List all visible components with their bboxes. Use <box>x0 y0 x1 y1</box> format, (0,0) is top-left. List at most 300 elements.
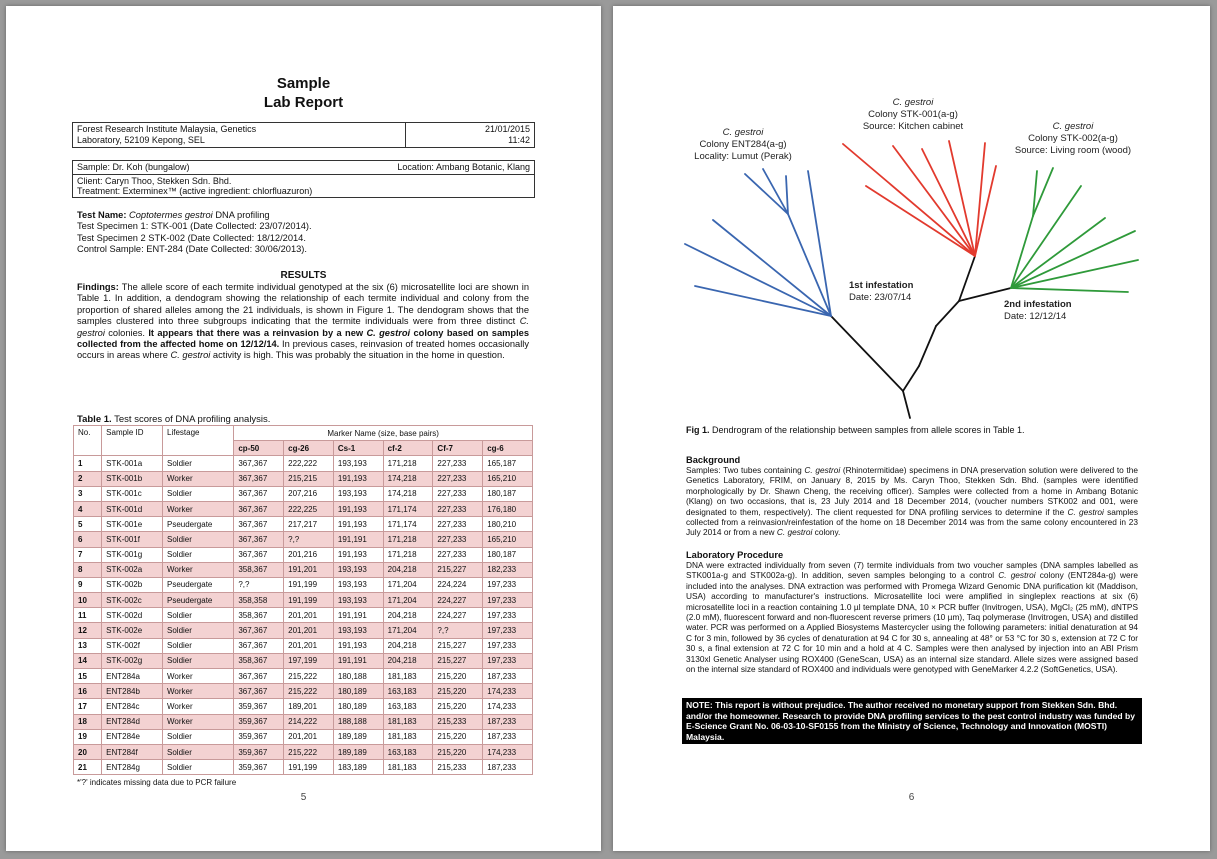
allele-score: 197,233 <box>483 608 533 623</box>
report-date: 21/01/2015 <box>484 124 530 134</box>
label-stk002 <box>993 121 1153 157</box>
allele-score: 193,193 <box>333 623 383 638</box>
bg-text: samples collected from a reinvasion/reinfestation of the home on 18 December 2014 was from the same colony encountered in 23 July 2014 or from a new <box>686 506 1138 538</box>
allele-score: 367,367 <box>234 684 284 699</box>
allele-score: 181,183 <box>383 729 433 744</box>
dna-profiling-table <box>73 425 533 775</box>
table-row <box>74 577 533 592</box>
allele-score: 367,367 <box>234 669 284 684</box>
sample-id: STK-001d <box>102 501 163 516</box>
background-section <box>686 455 1138 538</box>
sample-id: STK-002g <box>102 653 163 668</box>
table-row <box>74 653 533 668</box>
sample-id: ENT284d <box>102 714 163 729</box>
allele-score: ?,? <box>284 532 334 547</box>
allele-score: 174,233 <box>483 684 533 699</box>
sample-id: STK-002b <box>102 577 163 592</box>
branch-stk001 <box>959 256 975 301</box>
row-number: 18 <box>74 714 102 729</box>
allele-score: 171,204 <box>383 577 433 592</box>
sample-id: ENT284e <box>102 729 163 744</box>
allele-score: 207,216 <box>284 486 334 501</box>
allele-score: 197,233 <box>483 653 533 668</box>
row-number: 7 <box>74 547 102 562</box>
col-header-lifestage: Lifestage <box>163 426 234 456</box>
title-line-1: Sample <box>276 75 331 92</box>
results-heading: RESULTS <box>280 270 327 281</box>
table-row <box>74 501 533 516</box>
table-row <box>74 623 533 638</box>
row-number: 16 <box>74 684 102 699</box>
allele-score: 215,220 <box>433 669 483 684</box>
allele-score: 224,227 <box>433 608 483 623</box>
allele-score: 367,367 <box>234 517 284 532</box>
bg-species: C. gestroi <box>776 527 813 538</box>
allele-score: 187,233 <box>483 760 533 775</box>
allele-score: 197,199 <box>284 653 334 668</box>
procedure-paragraph <box>686 560 1138 674</box>
leaf-stk001 <box>843 144 975 256</box>
allele-score: 201,201 <box>284 623 334 638</box>
allele-score: 358,367 <box>234 653 284 668</box>
s1-species: C. gestroi <box>892 97 934 108</box>
table-row <box>74 593 533 608</box>
figure-caption <box>686 425 1025 435</box>
sample-id: STK-002f <box>102 638 163 653</box>
allele-score: 191,193 <box>333 471 383 486</box>
allele-score: 197,233 <box>483 593 533 608</box>
allele-score: 197,233 <box>483 623 533 638</box>
findings-highlight: It appears that there was a reinvasion by a new <box>148 327 367 338</box>
allele-score: 180,188 <box>333 669 383 684</box>
row-number: 3 <box>74 486 102 501</box>
page-number: 5 <box>300 792 307 803</box>
allele-score: 188,188 <box>333 714 383 729</box>
allele-score: 215,227 <box>433 562 483 577</box>
institute-box <box>72 122 535 148</box>
allele-score: 367,367 <box>234 623 284 638</box>
allele-score: 224,227 <box>433 593 483 608</box>
row-number: 13 <box>74 638 102 653</box>
allele-score: 181,183 <box>383 760 433 775</box>
s2-species: C. gestroi <box>1052 121 1094 132</box>
allele-score: 181,183 <box>383 714 433 729</box>
allele-score: 197,233 <box>483 638 533 653</box>
allele-score: 174,233 <box>483 699 533 714</box>
lifestage: Soldier <box>163 486 234 501</box>
allele-score: 191,191 <box>333 608 383 623</box>
control-sample: Control Sample: ENT-284 (Date Collected: 30/06/2013). <box>77 244 307 255</box>
allele-score: 191,193 <box>333 517 383 532</box>
allele-score: 204,218 <box>383 653 433 668</box>
allele-score: 193,193 <box>333 577 383 592</box>
table-caption-label: Table 1. <box>77 414 112 425</box>
test-name-rest: DNA profiling <box>212 210 270 220</box>
marker-header: cp-50 <box>234 441 284 456</box>
allele-score: 215,215 <box>284 471 334 486</box>
lifestage: Worker <box>163 684 234 699</box>
leaf-stk002 <box>1011 216 1033 288</box>
dendrogram-figure <box>613 6 1210 426</box>
table-row <box>74 471 533 486</box>
allele-score: 215,227 <box>433 653 483 668</box>
allele-score: 180,210 <box>483 517 533 532</box>
findings-species: C. gestroi <box>170 350 211 361</box>
allele-score: 171,218 <box>383 532 433 547</box>
leaf-ent284 <box>788 214 831 316</box>
allele-score: 180,187 <box>483 486 533 501</box>
treatment: Treatment: Exterminex™ (active ingredient: chlorfluazuron) <box>77 186 313 196</box>
note-label: NOTE: <box>686 700 713 710</box>
allele-score: 227,233 <box>433 532 483 547</box>
allele-score: 183,189 <box>333 760 383 775</box>
sample-location: Location: Ambang Botanic, Klang <box>286 161 535 175</box>
row-number: 8 <box>74 562 102 577</box>
allele-score: 191,191 <box>333 532 383 547</box>
table-row <box>74 729 533 744</box>
ent-species: C. gestroi <box>722 127 764 138</box>
allele-score: 191,193 <box>333 638 383 653</box>
allele-score: 215,233 <box>433 760 483 775</box>
branch-root <box>903 391 910 418</box>
allele-score: 214,222 <box>284 714 334 729</box>
table-caption-text: Test scores of DNA profiling analysis. <box>111 414 271 425</box>
allele-score: 191,201 <box>284 562 334 577</box>
allele-score: 227,233 <box>433 486 483 501</box>
allele-score: 367,367 <box>234 532 284 547</box>
procedure-section <box>686 550 1138 674</box>
specimen-2: Test Specimen 2 STK-002 (Date Collected: 18/12/2014. <box>77 232 306 243</box>
allele-score: 222,225 <box>284 501 334 516</box>
table-body <box>74 456 533 775</box>
allele-score: 174,218 <box>383 471 433 486</box>
row-number: 2 <box>74 471 102 486</box>
leaf-ent284 <box>685 244 831 316</box>
allele-score: 217,217 <box>284 517 334 532</box>
sample-id: ENT284f <box>102 744 163 759</box>
allele-score: 171,204 <box>383 623 433 638</box>
allele-score: 358,358 <box>234 593 284 608</box>
figure-caption-text: Dendrogram of the relationship between samples from allele scores in Table 1. <box>709 425 1025 435</box>
allele-score: 187,233 <box>483 729 533 744</box>
table-row <box>74 760 533 775</box>
page-6 <box>613 6 1210 851</box>
row-number: 9 <box>74 577 102 592</box>
inf1-title: 1st infestation <box>849 280 914 291</box>
sample-id: STK-002a <box>102 562 163 577</box>
leaf-ent284 <box>713 220 831 316</box>
allele-score: 227,233 <box>433 501 483 516</box>
allele-score: 204,218 <box>383 608 433 623</box>
allele-score: 165,187 <box>483 456 533 471</box>
allele-score: 215,227 <box>433 638 483 653</box>
findings-text: The allele score of each termite individual genotyped at the six (6) microsatellite loci are shown in Table 1. In addition, a dendogram showing the relationship of each termite individual and colony from the proportion of shared alleles among the 21 individuals, is shown in Figure 1. The dendogram shows that the samples clustered into three subgroups indicating that the termite individuals were from three distinct <box>77 282 529 327</box>
row-number: 12 <box>74 623 102 638</box>
allele-score: 193,193 <box>333 486 383 501</box>
allele-score: 367,367 <box>234 486 284 501</box>
allele-score: 201,201 <box>284 638 334 653</box>
bg-text: colony. <box>812 527 841 538</box>
branch-stk-split <box>936 301 959 326</box>
proc-text: DNA were extracted individually from seven (7) termite individuals from two voucher samples (DNA samples labelled as STK001a-g and STK002a-g). In addition, seven samples belonging to a control <box>686 560 1138 581</box>
allele-score: 367,367 <box>234 456 284 471</box>
s1-source: Source: Kitchen cabinet <box>862 121 964 132</box>
allele-score: 165,210 <box>483 471 533 486</box>
allele-score: 180,189 <box>333 699 383 714</box>
procedure-heading: Laboratory Procedure <box>686 550 784 560</box>
lifestage: Soldier <box>163 608 234 623</box>
allele-score: 215,222 <box>284 744 334 759</box>
note-text: This report is without prejudice. The author received no monetary support from Stekken Sdn. Bhd. and/or the homeowner. Research to provide DNA profiling services to the pest control industry was funded by E-Science Grant No. 06-03-10-SF0155 from the Ministry of Science, Technology and Innovation (MOSTI) Malaysia. <box>686 700 1136 742</box>
allele-score: 224,224 <box>433 577 483 592</box>
findings-text: In previous cases, reinvasion of treated homes occasionally occurs in areas where <box>77 339 529 361</box>
allele-score: 367,367 <box>234 501 284 516</box>
col-header-no: No. <box>74 426 102 456</box>
allele-score: 182,233 <box>483 562 533 577</box>
allele-score: 367,367 <box>234 547 284 562</box>
allele-score: 193,193 <box>333 456 383 471</box>
allele-score: 201,216 <box>284 547 334 562</box>
leaf-ent284 <box>695 286 831 316</box>
institute-line-1: Forest Research Institute Malaysia, Genetics <box>77 124 257 134</box>
allele-score: 359,367 <box>234 744 284 759</box>
row-number: 21 <box>74 760 102 775</box>
lifestage: Soldier <box>163 547 234 562</box>
leaf-ent284 <box>763 169 788 214</box>
sample-owner: Sample: Dr. Koh (bungalow) <box>73 161 286 175</box>
sample-id: STK-002c <box>102 593 163 608</box>
sample-id: STK-002e <box>102 623 163 638</box>
label-ent284 <box>668 127 818 163</box>
institute-line-2: Laboratory, 52109 Kepong, SEL <box>77 135 205 145</box>
marker-header: Cf-7 <box>433 441 483 456</box>
lifestage: Soldier <box>163 456 234 471</box>
background-heading: Background <box>686 455 741 465</box>
leaf-ent284 <box>808 171 831 316</box>
allele-score: 171,218 <box>383 456 433 471</box>
s2-source: Source: Living room (wood) <box>1014 145 1132 156</box>
table-row <box>74 517 533 532</box>
allele-score: 180,189 <box>333 684 383 699</box>
table-row <box>74 547 533 562</box>
table-row <box>74 744 533 759</box>
datetime-cell <box>406 123 535 148</box>
allele-score: 201,201 <box>284 608 334 623</box>
allele-score: 189,189 <box>333 744 383 759</box>
sample-id: ENT284b <box>102 684 163 699</box>
allele-score: 201,201 <box>284 729 334 744</box>
table-caption <box>77 414 270 425</box>
sample-id: STK-002d <box>102 608 163 623</box>
marker-header: cg-6 <box>483 441 533 456</box>
row-number: 19 <box>74 729 102 744</box>
col-header-sample-id: Sample ID <box>102 426 163 456</box>
allele-score: 165,210 <box>483 532 533 547</box>
allele-score: 163,183 <box>383 684 433 699</box>
table-row <box>74 699 533 714</box>
marker-header: Cs-1 <box>333 441 383 456</box>
allele-score: 215,220 <box>433 684 483 699</box>
allele-score: 191,199 <box>284 577 334 592</box>
lifestage: Worker <box>163 562 234 577</box>
row-number: 6 <box>74 532 102 547</box>
leaf-stk002 <box>1011 288 1128 292</box>
allele-score: 215,222 <box>284 684 334 699</box>
sample-id: STK-001c <box>102 486 163 501</box>
marker-header: cg-26 <box>284 441 334 456</box>
sample-id: STK-001g <box>102 547 163 562</box>
sample-id: ENT284g <box>102 760 163 775</box>
allele-score: 222,222 <box>284 456 334 471</box>
allele-score: 171,174 <box>383 517 433 532</box>
row-number: 14 <box>74 653 102 668</box>
leaf-stk001 <box>975 143 985 256</box>
allele-score: 163,183 <box>383 699 433 714</box>
branch-stk-upper <box>919 326 936 366</box>
marker-header: cf-2 <box>383 441 433 456</box>
allele-score: 174,233 <box>483 744 533 759</box>
institute-cell <box>73 123 406 148</box>
inf1-date: Date: 23/07/14 <box>849 292 912 303</box>
figure-caption-label: Fig 1. <box>686 425 710 435</box>
test-details <box>77 210 537 256</box>
background-paragraph <box>686 465 1138 538</box>
sample-box <box>72 160 535 198</box>
report-time: 11:42 <box>508 135 530 145</box>
allele-score: 187,233 <box>483 669 533 684</box>
test-name-label: Test Name: <box>77 210 127 220</box>
sample-id: STK-001a <box>102 456 163 471</box>
findings-label: Findings: <box>77 282 119 292</box>
allele-score: 180,187 <box>483 547 533 562</box>
row-number: 15 <box>74 669 102 684</box>
lifestage: Pseudergate <box>163 593 234 608</box>
allele-score: 204,218 <box>383 562 433 577</box>
allele-score: 176,180 <box>483 501 533 516</box>
page-number: 6 <box>908 792 915 803</box>
table-row <box>74 638 533 653</box>
table-row <box>74 532 533 547</box>
allele-score: 358,367 <box>234 562 284 577</box>
lifestage: Worker <box>163 471 234 486</box>
branch-ent-trunk <box>831 316 903 391</box>
allele-score: 189,189 <box>333 729 383 744</box>
allele-score: 359,367 <box>234 760 284 775</box>
table-row <box>74 456 533 471</box>
note-box <box>682 698 1142 744</box>
leaf-ent284 <box>786 176 788 214</box>
allele-score: 191,193 <box>333 501 383 516</box>
table-row <box>74 608 533 623</box>
allele-score: ?,? <box>433 623 483 638</box>
findings-highlight: colony based on samples collected from the affected home on 12/12/14. <box>77 327 530 350</box>
findings-text: colonies. <box>104 327 149 338</box>
allele-score: 215,233 <box>433 714 483 729</box>
bg-species: C. gestroi <box>804 465 841 475</box>
test-name-species: Coptotermes gestroi <box>129 210 213 220</box>
lifestage: Worker <box>163 714 234 729</box>
branch-stk-trunk <box>903 366 919 391</box>
table-row <box>74 486 533 501</box>
label-stk001 <box>838 97 988 133</box>
proc-text: colony (ENT284a-g) were included into the analyses. DNA extraction was performed with Promega Wizard Genomic DNA purification kit (Maddison, USA) according to manufacturer's instructions. Microsatellite loci were amplified in singleplex reactions at six (6) microsatellite loci in a reaction containing 1.0 µl template DNA, 10 × PCR buffer (Invitrogen, USA), MgCl₂ (25 mM), dNTPS (2.0 mM), fluorescent forward and non-fluorescent reverse primers (10 µm), Taq polymerase (Invitrogen, USA) and distilled water. PCR was performed on a Applied Biosystems Mastercycler using the following parameters: initial denaturation at 94 C for 3 min, followed by 36 cycles of denaturation at 94 C for 30 s, annealing at 48° or 53 °C for 30 s, extension at 72 C for 30 s, a final extension at 72 C for 10 min and a hold at 4 C. Samples were then analysed by injection into an ABI Prism 3130xl Genetic Analyser using ROX400 (GeneScan, USA) as an internal size standard. Allele sizes were assigned based on the internal size standard of ROX400 and individuals were genotyped with GeneMarker 4.2.2 (SoftGenetics, USA). <box>686 570 1138 675</box>
allele-score: 191,191 <box>333 653 383 668</box>
allele-score: ?,? <box>234 577 284 592</box>
title-line-2: Lab Report <box>263 94 344 111</box>
lifestage: Worker <box>163 669 234 684</box>
lifestage: Soldier <box>163 729 234 744</box>
allele-score: 215,220 <box>433 729 483 744</box>
sample-id: ENT284a <box>102 669 163 684</box>
allele-score: 227,233 <box>433 471 483 486</box>
row-number: 1 <box>74 456 102 471</box>
s1-colony: Colony STK-001(a-g) <box>868 109 958 120</box>
allele-score: 171,218 <box>383 547 433 562</box>
inf2-title: 2nd infestation <box>1004 299 1072 310</box>
lifestage: Soldier <box>163 623 234 638</box>
report-title <box>6 74 601 112</box>
sample-id: STK-001b <box>102 471 163 486</box>
label-infestation-2 <box>1004 299 1072 323</box>
allele-score: 227,233 <box>433 517 483 532</box>
col-header-markers: Marker Name (size, base pairs) <box>234 426 533 441</box>
lifestage: Pseudergate <box>163 517 234 532</box>
allele-score: 359,367 <box>234 714 284 729</box>
sample-id: STK-001f <box>102 532 163 547</box>
inf2-date: Date: 12/12/14 <box>1004 311 1067 322</box>
ent-colony: Colony ENT284(a-g) <box>699 139 787 150</box>
row-number: 17 <box>74 699 102 714</box>
allele-score: 171,174 <box>383 501 433 516</box>
leaf-ent284 <box>745 174 788 214</box>
allele-score: 367,367 <box>234 471 284 486</box>
allele-score: 359,367 <box>234 699 284 714</box>
proc-species: C. gestroi <box>998 570 1036 581</box>
row-number: 11 <box>74 608 102 623</box>
table-row <box>74 669 533 684</box>
bg-species: C. gestroi <box>1067 506 1104 517</box>
allele-score: 191,199 <box>284 760 334 775</box>
ent-locality: Locality: Lumut (Perak) <box>694 151 792 162</box>
page-5 <box>6 6 601 851</box>
allele-score: 193,193 <box>333 562 383 577</box>
sample-id: ENT284c <box>102 699 163 714</box>
table-footnote: *'?' indicates missing data due to PCR failure <box>77 778 237 787</box>
findings-paragraph <box>77 282 529 362</box>
sample-id: STK-001e <box>102 517 163 532</box>
client-treatment-cell <box>73 175 535 198</box>
allele-score: 191,193 <box>333 547 383 562</box>
lifestage: Soldier <box>163 532 234 547</box>
lifestage: Soldier <box>163 653 234 668</box>
allele-score: 215,220 <box>433 699 483 714</box>
bg-text: (Rhinotermitidae) specimens in DNA preservation solution were delivered to the Genetics Laboratory, FRIM, on January 8, 2015 by Ms. Caryn Thoo, Stekken Sdn. Bhd. (samples were identified morphologically by Dr. Shawn Cheng, the receiving officer). Samples were collected from a home in Ambang Botanic (Klang) on two occasions, that is, 23 July 2014 and 18 December 2014, (voucher numbers STK002 and 001, were designated to them, respectively). The client requested for DNA profiling services to determine if the <box>686 465 1138 517</box>
allele-score: 227,233 <box>433 547 483 562</box>
allele-score: 358,367 <box>234 608 284 623</box>
table-row <box>74 684 533 699</box>
lifestage: Pseudergate <box>163 577 234 592</box>
allele-score: 189,201 <box>284 699 334 714</box>
table-row <box>74 714 533 729</box>
lifestage: Worker <box>163 699 234 714</box>
allele-score: 197,233 <box>483 577 533 592</box>
row-number: 5 <box>74 517 102 532</box>
allele-score: 227,233 <box>433 456 483 471</box>
client: Client: Caryn Thoo, Stekken Sdn. Bhd. <box>77 176 232 186</box>
lifestage: Soldier <box>163 638 234 653</box>
lifestage: Soldier <box>163 744 234 759</box>
allele-score: 359,367 <box>234 729 284 744</box>
